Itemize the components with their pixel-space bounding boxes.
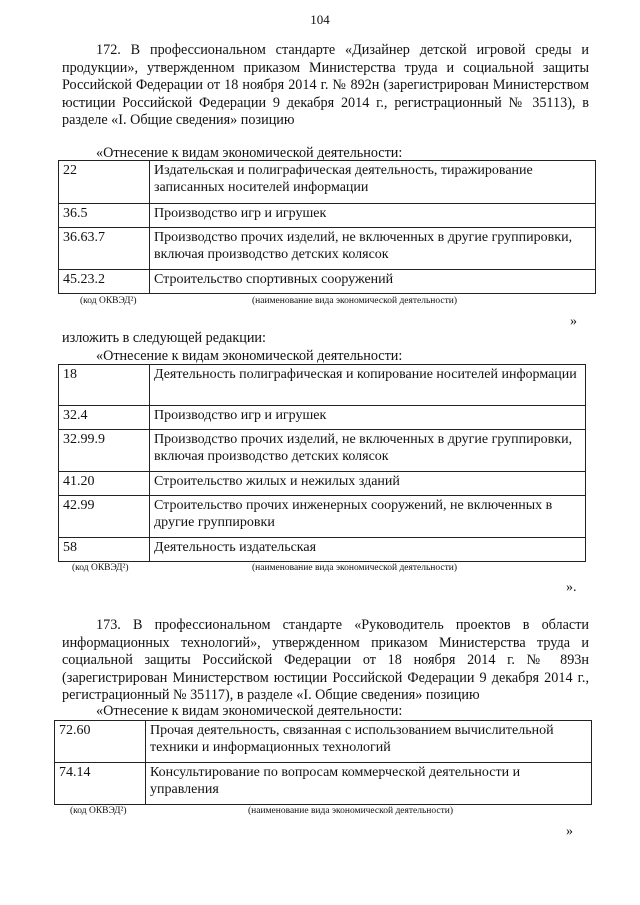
okved-code: 32.4: [59, 406, 150, 430]
caption-okved-code: (код ОКВЭД²): [70, 806, 127, 816]
okved-code: 42.99: [59, 496, 150, 538]
caption-activity-name: (наименование вида экономической деятельности): [252, 563, 457, 573]
okved-code: 18: [59, 365, 150, 406]
table-row: [59, 538, 586, 562]
activity-name: Строительство жилых и нежилых зданий: [150, 472, 586, 496]
activity-name: Производство игр и игрушек: [150, 406, 586, 430]
table-row: [55, 763, 592, 805]
activity-name: Прочая деятельность, связанная с использованием вычислительной техники и информационных технологий: [146, 721, 592, 763]
activity-name: Производство игр и игрушек: [150, 204, 596, 228]
okved-table-173: [54, 720, 592, 805]
okved-code: 22: [59, 161, 150, 204]
table-row: [59, 270, 596, 294]
caption-activity-name: (наименование вида экономической деятельности): [252, 296, 457, 306]
page-number: 104: [310, 12, 330, 27]
okved-code: 32.99.9: [59, 430, 150, 472]
activity-name: Строительство спортивных сооружений: [150, 270, 596, 294]
okved-table-old: [58, 160, 596, 294]
okved-code: 36.63.7: [59, 228, 150, 270]
okved-code: 36.5: [59, 204, 150, 228]
caption-okved-code: (код ОКВЭД²): [80, 296, 137, 306]
activity-name: Издательская и полиграфическая деятельность, тиражирование записанных носителей информации: [150, 161, 596, 204]
activity-name: Консультирование по вопросам коммерческой деятельности и управления: [146, 763, 592, 805]
activity-name: Производство прочих изделий, не включенных в другие группировки, включая производство детских колясок: [150, 228, 596, 270]
caption-okved-code: (код ОКВЭД²): [72, 563, 129, 573]
section-172-paragraph: 172. В профессиональном стандарте «Дизайнер детской игровой среды и продукции», утвержденном приказом Министерства труда и социальной защиты Российской Федерации от 18 ноября 2014 г. № 892н (зарегистрирован Министерством юстиции Российской Федерации 9 декабря 2014 г., регистрационный № 35113), в разделе «I. Общие сведения» позицию: [62, 42, 589, 128]
table-row: [59, 430, 586, 472]
quote-end: »: [566, 824, 573, 839]
table-row: [59, 204, 596, 228]
okved-code: 74.14: [55, 763, 146, 805]
replace-instruction: изложить в следующей редакции:: [62, 330, 266, 346]
activity-name: Производство прочих изделий, не включенных в другие группировки, включая производство детских колясок: [150, 430, 586, 472]
okved-code: 72.60: [55, 721, 146, 763]
okved-code: 45.23.2: [59, 270, 150, 294]
quote-end: ».: [566, 580, 577, 595]
okved-code: 41.20: [59, 472, 150, 496]
section-172-intro-new: «Отнесение к видам экономической деятельности:: [96, 348, 403, 364]
table-row: [59, 365, 586, 406]
quote-end: »: [570, 314, 577, 329]
table-row: [59, 228, 596, 270]
table-row: [59, 161, 596, 204]
okved-table-new: [58, 364, 586, 562]
table-row: [55, 721, 592, 763]
table-row: [59, 472, 586, 496]
caption-activity-name: (наименование вида экономической деятельности): [248, 806, 453, 816]
activity-name: Деятельность издательская: [150, 538, 586, 562]
section-173-paragraph: 173. В профессиональном стандарте «Руководитель проектов в области информационных технологий», утвержденном приказом Министерства труда и социальной защиты Российской Федерации от 18 ноября 2014 г. № 893н (зарегистрирован Министерством юстиции Российской Федерации 9 декабря 2014 г., регистрационный № 35117), в разделе «I. Общие сведения» позицию: [62, 617, 589, 703]
okved-code: 58: [59, 538, 150, 562]
activity-name: Строительство прочих инженерных сооружений, не включенных в другие группировки: [150, 496, 586, 538]
activity-name: Деятельность полиграфическая и копирование носителей информации: [150, 365, 586, 406]
section-173-intro: «Отнесение к видам экономической деятельности:: [96, 703, 403, 719]
section-172-intro: «Отнесение к видам экономической деятельности:: [96, 145, 403, 161]
table-row: [59, 406, 586, 430]
table-row: [59, 496, 586, 538]
